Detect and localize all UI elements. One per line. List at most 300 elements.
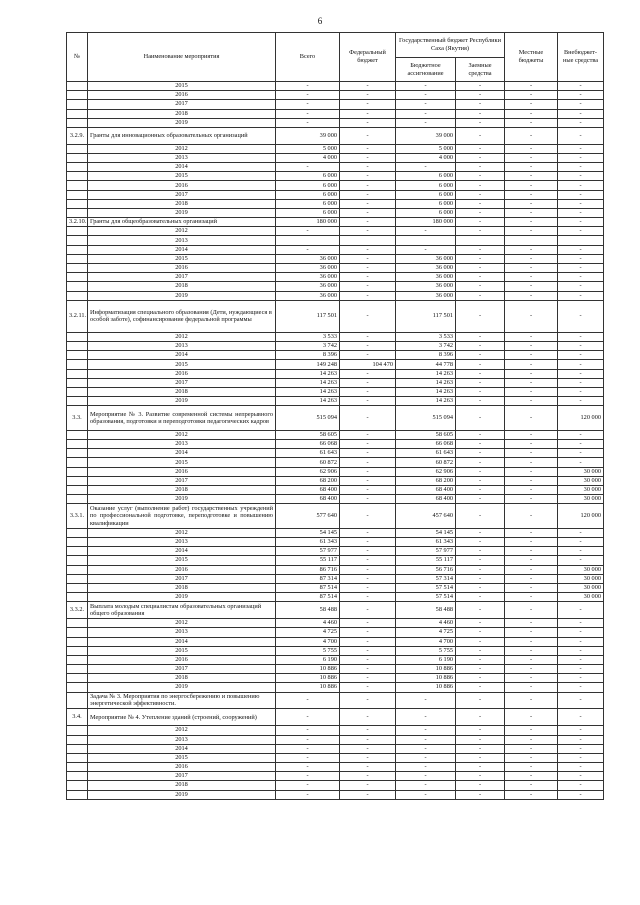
cell-extra bbox=[558, 236, 604, 245]
cell-total bbox=[276, 236, 340, 245]
cell-federal: - bbox=[340, 485, 396, 494]
year-row bbox=[67, 440, 604, 449]
row-year: 2016 bbox=[88, 565, 276, 574]
cell-state-budget: 39 000 bbox=[396, 127, 456, 144]
cell-federal: - bbox=[340, 227, 396, 236]
cell-federal: - bbox=[340, 82, 396, 91]
cell-local: - bbox=[505, 692, 558, 709]
year-row bbox=[67, 208, 604, 217]
cell-local: - bbox=[505, 744, 558, 753]
cell-state-budget: 6 000 bbox=[396, 190, 456, 199]
cell-state-loan: - bbox=[456, 153, 505, 162]
cell-total: - bbox=[276, 763, 340, 772]
cell-state-budget: 66 068 bbox=[396, 440, 456, 449]
year-row bbox=[67, 683, 604, 692]
year-row bbox=[67, 190, 604, 199]
row-year: 2018 bbox=[88, 583, 276, 592]
cell-state-loan: - bbox=[456, 735, 505, 744]
cell-federal: - bbox=[340, 430, 396, 439]
row-number-cell bbox=[67, 665, 88, 674]
item-row bbox=[67, 127, 604, 144]
cell-total: - bbox=[276, 790, 340, 799]
cell-state-budget: 6 000 bbox=[396, 172, 456, 181]
cell-extra: - bbox=[558, 665, 604, 674]
cell-extra: 30 000 bbox=[558, 485, 604, 494]
cell-extra: - bbox=[558, 351, 604, 360]
cell-federal: - bbox=[340, 100, 396, 109]
cell-state-budget: 14 263 bbox=[396, 369, 456, 378]
cell-local: - bbox=[505, 430, 558, 439]
row-year: 2016 bbox=[88, 263, 276, 272]
cell-local: - bbox=[505, 790, 558, 799]
cell-state-loan: - bbox=[456, 254, 505, 263]
cell-total: 57 977 bbox=[276, 547, 340, 556]
cell-local: - bbox=[505, 449, 558, 458]
row-number-cell bbox=[67, 208, 88, 217]
cell-total: 68 400 bbox=[276, 495, 340, 504]
row-number-cell bbox=[67, 628, 88, 637]
cell-state-budget: - bbox=[396, 709, 456, 726]
cell-state-budget: - bbox=[396, 245, 456, 254]
row-year: 2013 bbox=[88, 342, 276, 351]
item-row bbox=[67, 504, 604, 529]
cell-state-loan: - bbox=[456, 709, 505, 726]
cell-total: - bbox=[276, 118, 340, 127]
row-activity-name: Мероприятие № 4. Утепление зданий (строений, сооружений) bbox=[88, 709, 276, 726]
row-year: 2016 bbox=[88, 91, 276, 100]
cell-federal: - bbox=[340, 547, 396, 556]
cell-federal: - bbox=[340, 674, 396, 683]
cell-total: 6 000 bbox=[276, 172, 340, 181]
cell-state-budget: - bbox=[396, 91, 456, 100]
cell-local: - bbox=[505, 144, 558, 153]
cell-state-budget: 3 742 bbox=[396, 342, 456, 351]
cell-state-budget: 68 400 bbox=[396, 495, 456, 504]
row-year: 2018 bbox=[88, 388, 276, 397]
year-row bbox=[67, 726, 604, 735]
cell-federal: - bbox=[340, 504, 396, 529]
row-number-cell bbox=[67, 495, 88, 504]
cell-state-loan: - bbox=[456, 430, 505, 439]
cell-state-budget: 68 200 bbox=[396, 476, 456, 485]
cell-total: - bbox=[276, 227, 340, 236]
cell-federal: - bbox=[340, 655, 396, 664]
row-year: 2014 bbox=[88, 637, 276, 646]
cell-federal: - bbox=[340, 467, 396, 476]
cell-local: - bbox=[505, 655, 558, 664]
cell-local: - bbox=[505, 602, 558, 619]
row-number-cell bbox=[67, 430, 88, 439]
row-number-cell bbox=[67, 227, 88, 236]
row-number-cell bbox=[67, 753, 88, 762]
cell-local: - bbox=[505, 772, 558, 781]
row-year: 2013 bbox=[88, 153, 276, 162]
cell-state-budget: 180 000 bbox=[396, 218, 456, 227]
cell-federal: - bbox=[340, 726, 396, 735]
cell-state-loan: - bbox=[456, 528, 505, 537]
cell-extra: - bbox=[558, 619, 604, 628]
cell-total: - bbox=[276, 709, 340, 726]
cell-extra: - bbox=[558, 388, 604, 397]
cell-state-loan: - bbox=[456, 781, 505, 790]
cell-state-budget: 58 488 bbox=[396, 602, 456, 619]
row-year: 2015 bbox=[88, 360, 276, 369]
cell-state-loan: - bbox=[456, 538, 505, 547]
cell-total: - bbox=[276, 692, 340, 709]
row-number-cell bbox=[67, 565, 88, 574]
row-year: 2019 bbox=[88, 495, 276, 504]
cell-total: 87 314 bbox=[276, 574, 340, 583]
cell-state-loan: - bbox=[456, 655, 505, 664]
cell-federal: - bbox=[340, 282, 396, 291]
cell-extra: - bbox=[558, 291, 604, 300]
cell-local: - bbox=[505, 565, 558, 574]
cell-extra: - bbox=[558, 458, 604, 467]
row-year: 2012 bbox=[88, 726, 276, 735]
cell-federal: - bbox=[340, 254, 396, 263]
row-number-cell bbox=[67, 735, 88, 744]
cell-state-loan: - bbox=[456, 172, 505, 181]
cell-local: - bbox=[505, 619, 558, 628]
cell-state-loan: - bbox=[456, 406, 505, 431]
cell-total: 36 000 bbox=[276, 282, 340, 291]
cell-state-budget: 117 501 bbox=[396, 300, 456, 332]
cell-state-budget: 10 886 bbox=[396, 665, 456, 674]
row-year: 2013 bbox=[88, 628, 276, 637]
cell-state-loan: - bbox=[456, 467, 505, 476]
cell-local: - bbox=[505, 458, 558, 467]
cell-state-loan: - bbox=[456, 556, 505, 565]
row-number-cell bbox=[67, 556, 88, 565]
cell-federal: - bbox=[340, 538, 396, 547]
cell-state-budget: 55 117 bbox=[396, 556, 456, 565]
cell-local: - bbox=[505, 476, 558, 485]
row-year: 2016 bbox=[88, 181, 276, 190]
program-table bbox=[66, 32, 604, 800]
cell-state-budget: - bbox=[396, 118, 456, 127]
cell-total: 6 000 bbox=[276, 208, 340, 217]
year-row bbox=[67, 467, 604, 476]
cell-state-loan: - bbox=[456, 772, 505, 781]
cell-extra: - bbox=[558, 218, 604, 227]
cell-federal: - bbox=[340, 208, 396, 217]
cell-state-loan: - bbox=[456, 82, 505, 91]
year-row bbox=[67, 282, 604, 291]
cell-total: 4 700 bbox=[276, 637, 340, 646]
cell-extra: - bbox=[558, 556, 604, 565]
cell-total: 577 640 bbox=[276, 504, 340, 529]
row-number-cell bbox=[67, 360, 88, 369]
item-row bbox=[67, 709, 604, 726]
cell-extra: - bbox=[558, 273, 604, 282]
cell-state-budget: 4 700 bbox=[396, 637, 456, 646]
row-activity-name: Оказание услуг (выполнение работ) государственных учреждений по профессиональной подготовке, переподготовке и повышению квалификации bbox=[88, 504, 276, 529]
cell-total: 5 755 bbox=[276, 646, 340, 655]
row-year: 2014 bbox=[88, 351, 276, 360]
cell-local: - bbox=[505, 726, 558, 735]
row-number-cell bbox=[67, 637, 88, 646]
cell-local: - bbox=[505, 583, 558, 592]
cell-state-loan: - bbox=[456, 692, 505, 709]
cell-federal: - bbox=[340, 406, 396, 431]
header-extra: Внебюджет-ные средства bbox=[558, 33, 604, 82]
year-row bbox=[67, 163, 604, 172]
cell-federal: - bbox=[340, 709, 396, 726]
cell-state-loan: - bbox=[456, 637, 505, 646]
cell-local: - bbox=[505, 735, 558, 744]
cell-local: - bbox=[505, 674, 558, 683]
row-year: 2018 bbox=[88, 674, 276, 683]
cell-state-budget: - bbox=[396, 790, 456, 799]
cell-state-loan: - bbox=[456, 378, 505, 387]
cell-local: - bbox=[505, 781, 558, 790]
row-year: 2013 bbox=[88, 236, 276, 245]
row-year: 2013 bbox=[88, 735, 276, 744]
cell-federal: - bbox=[340, 332, 396, 341]
row-number-cell bbox=[67, 273, 88, 282]
cell-extra: - bbox=[558, 430, 604, 439]
header-state-budget: Бюджетное ассигнование bbox=[396, 58, 456, 82]
item-row bbox=[67, 218, 604, 227]
cell-local: - bbox=[505, 273, 558, 282]
cell-federal: - bbox=[340, 153, 396, 162]
row-number-cell bbox=[67, 82, 88, 91]
cell-extra: 30 000 bbox=[558, 583, 604, 592]
row-year: 2014 bbox=[88, 449, 276, 458]
cell-federal: - bbox=[340, 528, 396, 537]
year-row bbox=[67, 637, 604, 646]
row-number-cell bbox=[67, 744, 88, 753]
cell-state-loan: - bbox=[456, 665, 505, 674]
cell-state-budget: - bbox=[396, 82, 456, 91]
row-number-cell bbox=[67, 574, 88, 583]
cell-local: - bbox=[505, 163, 558, 172]
cell-state-loan: - bbox=[456, 583, 505, 592]
cell-state-loan: - bbox=[456, 574, 505, 583]
cell-extra: - bbox=[558, 263, 604, 272]
cell-state-budget: 4 460 bbox=[396, 619, 456, 628]
cell-total: 6 000 bbox=[276, 181, 340, 190]
cell-federal: - bbox=[340, 495, 396, 504]
cell-state-budget: 36 000 bbox=[396, 291, 456, 300]
cell-total: 5 000 bbox=[276, 144, 340, 153]
cell-extra: - bbox=[558, 254, 604, 263]
year-row bbox=[67, 628, 604, 637]
cell-extra: - bbox=[558, 369, 604, 378]
year-row bbox=[67, 430, 604, 439]
row-number-cell bbox=[67, 263, 88, 272]
cell-state-budget: 10 886 bbox=[396, 683, 456, 692]
cell-total: 14 263 bbox=[276, 369, 340, 378]
row-number-cell bbox=[67, 763, 88, 772]
year-row bbox=[67, 227, 604, 236]
cell-federal: - bbox=[340, 218, 396, 227]
row-number-cell bbox=[67, 547, 88, 556]
row-activity-name: Гранты для инновационных образовательных организаций bbox=[88, 127, 276, 144]
cell-total: 54 145 bbox=[276, 528, 340, 537]
cell-federal: - bbox=[340, 619, 396, 628]
row-number-cell bbox=[67, 109, 88, 118]
cell-total: 61 643 bbox=[276, 449, 340, 458]
cell-local: - bbox=[505, 82, 558, 91]
cell-total: 10 886 bbox=[276, 665, 340, 674]
cell-state-budget: 515 094 bbox=[396, 406, 456, 431]
cell-federal: - bbox=[340, 735, 396, 744]
year-row bbox=[67, 388, 604, 397]
cell-state-budget: 6 000 bbox=[396, 181, 456, 190]
row-number-cell bbox=[67, 458, 88, 467]
year-row bbox=[67, 583, 604, 592]
cell-extra: - bbox=[558, 683, 604, 692]
cell-extra: 30 000 bbox=[558, 476, 604, 485]
cell-total: 36 000 bbox=[276, 273, 340, 282]
year-row bbox=[67, 593, 604, 602]
cell-state-budget: 58 605 bbox=[396, 430, 456, 439]
row-year: 2015 bbox=[88, 753, 276, 762]
cell-total: 6 000 bbox=[276, 190, 340, 199]
cell-extra: 30 000 bbox=[558, 495, 604, 504]
cell-local: - bbox=[505, 495, 558, 504]
cell-extra: - bbox=[558, 282, 604, 291]
cell-extra: - bbox=[558, 674, 604, 683]
row-year: 2017 bbox=[88, 772, 276, 781]
cell-total: - bbox=[276, 781, 340, 790]
row-number-cell bbox=[67, 172, 88, 181]
cell-extra: - bbox=[558, 449, 604, 458]
cell-total: - bbox=[276, 772, 340, 781]
cell-state-loan bbox=[456, 236, 505, 245]
cell-state-budget: 3 533 bbox=[396, 332, 456, 341]
cell-total: - bbox=[276, 100, 340, 109]
cell-extra: - bbox=[558, 332, 604, 341]
cell-state-loan: - bbox=[456, 440, 505, 449]
year-row bbox=[67, 547, 604, 556]
cell-extra: - bbox=[558, 692, 604, 709]
row-number-cell bbox=[67, 485, 88, 494]
year-row bbox=[67, 263, 604, 272]
row-year: 2015 bbox=[88, 556, 276, 565]
row-year: 2018 bbox=[88, 109, 276, 118]
row-number-cell bbox=[67, 254, 88, 263]
row-activity-name: Информатизация специального образования (Дети, нуждающиеся в особой заботе), софинансирование федеральной программы bbox=[88, 300, 276, 332]
cell-state-loan: - bbox=[456, 208, 505, 217]
cell-total: 3 533 bbox=[276, 332, 340, 341]
cell-state-budget: 14 263 bbox=[396, 388, 456, 397]
year-row bbox=[67, 735, 604, 744]
cell-total: 117 501 bbox=[276, 300, 340, 332]
cell-extra: - bbox=[558, 245, 604, 254]
row-number-cell bbox=[67, 100, 88, 109]
year-row bbox=[67, 449, 604, 458]
row-number-cell bbox=[67, 118, 88, 127]
row-number-cell bbox=[67, 583, 88, 592]
cell-total: 4 460 bbox=[276, 619, 340, 628]
row-year: 2017 bbox=[88, 476, 276, 485]
cell-federal: - bbox=[340, 602, 396, 619]
year-row bbox=[67, 565, 604, 574]
cell-total: 6 000 bbox=[276, 199, 340, 208]
year-row bbox=[67, 254, 604, 263]
cell-local: - bbox=[505, 753, 558, 762]
year-row bbox=[67, 291, 604, 300]
cell-state-loan: - bbox=[456, 547, 505, 556]
cell-local: - bbox=[505, 397, 558, 406]
cell-extra: - bbox=[558, 637, 604, 646]
cell-federal: - bbox=[340, 744, 396, 753]
cell-state-budget: 57 314 bbox=[396, 574, 456, 583]
cell-extra: - bbox=[558, 726, 604, 735]
cell-state-budget: 57 514 bbox=[396, 583, 456, 592]
cell-state-budget: 57 514 bbox=[396, 593, 456, 602]
year-row bbox=[67, 619, 604, 628]
cell-local: - bbox=[505, 181, 558, 190]
cell-local: - bbox=[505, 388, 558, 397]
cell-state-loan: - bbox=[456, 458, 505, 467]
year-row bbox=[67, 556, 604, 565]
row-number-cell bbox=[67, 291, 88, 300]
cell-local: - bbox=[505, 360, 558, 369]
cell-extra: - bbox=[558, 378, 604, 387]
cell-state-loan: - bbox=[456, 291, 505, 300]
row-year: 2012 bbox=[88, 144, 276, 153]
cell-state-loan: - bbox=[456, 726, 505, 735]
cell-total: 10 886 bbox=[276, 674, 340, 683]
cell-local: - bbox=[505, 254, 558, 263]
cell-extra: - bbox=[558, 300, 604, 332]
cell-federal: - bbox=[340, 127, 396, 144]
cell-state-budget: 4 000 bbox=[396, 153, 456, 162]
row-number-cell bbox=[67, 397, 88, 406]
cell-local: - bbox=[505, 100, 558, 109]
cell-total: 10 886 bbox=[276, 683, 340, 692]
row-year: 2019 bbox=[88, 790, 276, 799]
row-year: 2019 bbox=[88, 683, 276, 692]
row-year: 2015 bbox=[88, 458, 276, 467]
cell-total: 14 263 bbox=[276, 378, 340, 387]
row-year: 2013 bbox=[88, 538, 276, 547]
cell-state-budget: - bbox=[396, 227, 456, 236]
year-row bbox=[67, 674, 604, 683]
header-local: Местные бюджеты bbox=[505, 33, 558, 82]
cell-extra: 30 000 bbox=[558, 593, 604, 602]
year-row bbox=[67, 495, 604, 504]
cell-total: 4 725 bbox=[276, 628, 340, 637]
row-number-cell bbox=[67, 619, 88, 628]
cell-local: - bbox=[505, 91, 558, 100]
cell-state-loan: - bbox=[456, 300, 505, 332]
row-number-cell bbox=[67, 674, 88, 683]
year-row bbox=[67, 574, 604, 583]
cell-local: - bbox=[505, 199, 558, 208]
cell-total: 36 000 bbox=[276, 263, 340, 272]
row-year: 2018 bbox=[88, 781, 276, 790]
cell-federal: - bbox=[340, 565, 396, 574]
cell-state-budget: - bbox=[396, 744, 456, 753]
cell-extra: - bbox=[558, 118, 604, 127]
cell-federal: - bbox=[340, 772, 396, 781]
cell-total: 14 263 bbox=[276, 388, 340, 397]
row-number: 3.4. bbox=[67, 709, 88, 726]
cell-federal: - bbox=[340, 273, 396, 282]
cell-local: - bbox=[505, 291, 558, 300]
cell-federal: - bbox=[340, 583, 396, 592]
cell-state-budget: - bbox=[396, 735, 456, 744]
row-number-cell bbox=[67, 342, 88, 351]
cell-local: - bbox=[505, 208, 558, 217]
cell-state-budget: 6 190 bbox=[396, 655, 456, 664]
row-year: 2017 bbox=[88, 273, 276, 282]
cell-state-loan: - bbox=[456, 593, 505, 602]
